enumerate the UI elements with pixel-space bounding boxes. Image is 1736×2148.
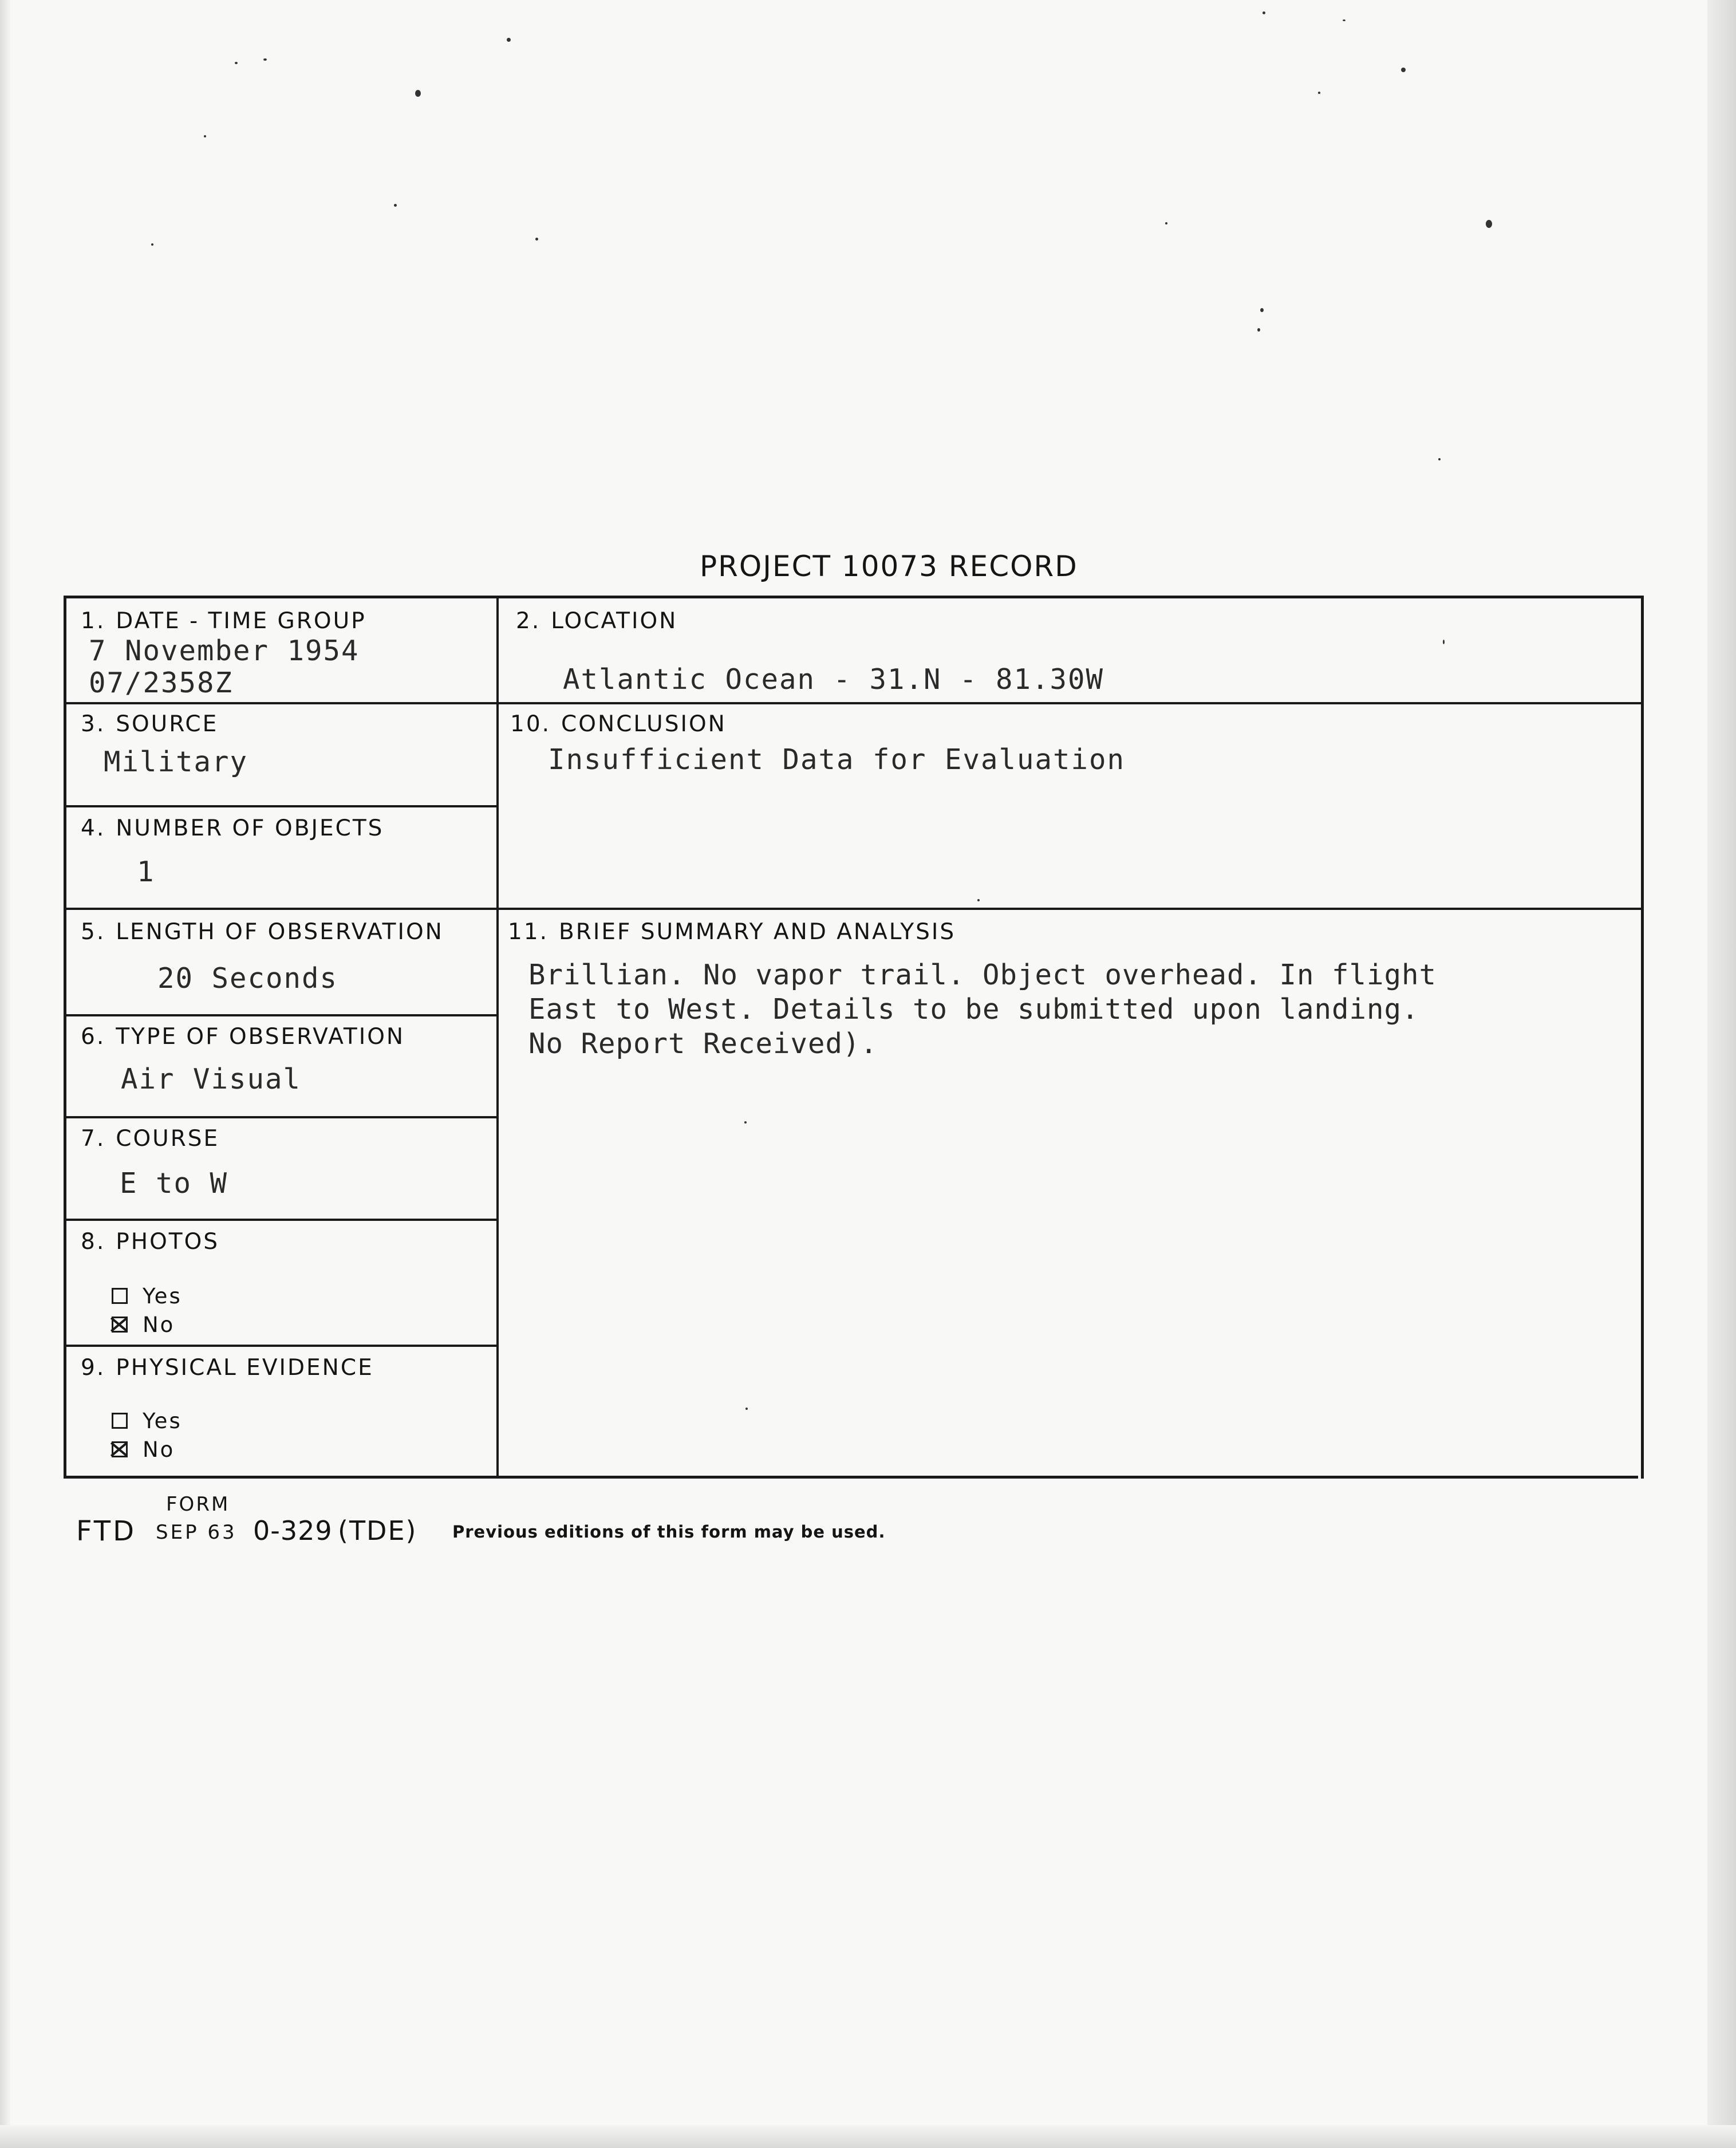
scan-speck [263, 58, 267, 61]
physical-evidence-no-option[interactable] [112, 1437, 175, 1462]
scan-speck [1262, 11, 1265, 14]
conclusion-label [510, 711, 727, 737]
scan-edge-bottom [0, 2125, 1736, 2148]
physical-evidence-no-label: No [143, 1437, 175, 1462]
source-label [81, 711, 218, 737]
footer-sep-63: SEP 63 [156, 1521, 237, 1544]
photos-no-checkbox[interactable] [112, 1317, 128, 1333]
form-border-bottom [64, 1476, 1638, 1479]
conclusion-value: Insufficient Data for Evaluation [548, 743, 1126, 776]
scan-speck [1165, 222, 1167, 224]
footer-tde: (TDE) [338, 1515, 417, 1546]
summary-label-number: 11. [508, 919, 549, 945]
scan-speck [535, 238, 538, 241]
number-of-objects-label-number: 4. [81, 815, 106, 841]
scan-speck [235, 62, 238, 64]
length-of-observation-label-text: LENGTH OF OBSERVATION [116, 919, 444, 945]
location-value: Atlantic Ocean - 31.N - 81.30W [563, 663, 1104, 696]
location-label-number: 2. [516, 608, 541, 634]
physical-evidence-label [81, 1355, 374, 1381]
physical-evidence-yes-option[interactable] [112, 1409, 182, 1433]
row-divider-left [64, 1345, 499, 1347]
scan-speck [1486, 220, 1492, 228]
course-value: E to W [120, 1167, 228, 1200]
photos-label-text: PHOTOS [116, 1229, 220, 1255]
scan-speck [1343, 19, 1346, 21]
scan-speck [1260, 308, 1264, 312]
source-value: Military [104, 746, 248, 778]
source-label-text: SOURCE [116, 711, 219, 737]
photos-label [81, 1229, 219, 1255]
footer-form-word: FORM [166, 1493, 230, 1516]
row-divider-left [64, 805, 499, 807]
source-label-number: 3. [81, 711, 106, 737]
type-of-observation-label-number: 6. [81, 1024, 106, 1050]
scan-speck [151, 243, 153, 246]
course-label-number: 7. [81, 1126, 106, 1152]
summary-label [508, 919, 956, 945]
photos-yes-label: Yes [143, 1284, 182, 1308]
scan-speck [394, 204, 397, 207]
summary-label-text: BRIEF SUMMARY AND ANALYSIS [559, 919, 956, 945]
footer-note: Previous editions of this form may be used. [452, 1522, 886, 1542]
physical-evidence-yes-checkbox[interactable] [112, 1413, 128, 1429]
footer-ftd: FTD [76, 1515, 137, 1547]
photos-no-option[interactable] [112, 1313, 175, 1337]
type-of-observation-label-text: TYPE OF OBSERVATION [116, 1024, 405, 1050]
conclusion-label-number: 10. [510, 711, 551, 737]
length-of-observation-label [81, 919, 444, 945]
type-of-observation-label [81, 1024, 405, 1050]
photos-yes-checkbox[interactable] [112, 1288, 128, 1304]
scan-speck [415, 90, 421, 97]
record-form [64, 596, 1644, 1479]
photos-no-label: No [143, 1313, 175, 1337]
scan-speck [1318, 92, 1320, 94]
summary-line: Brillian. No vapor trail. Object overhead. In flight [528, 959, 1437, 991]
date-time-label-number: 1. [81, 608, 106, 634]
photos-yes-option[interactable] [112, 1284, 182, 1308]
physical-evidence-label-text: PHYSICAL EVIDENCE [116, 1355, 374, 1381]
scan-speck [1257, 328, 1260, 332]
length-of-observation-value: 20 Seconds [157, 962, 338, 995]
physical-evidence-no-checkbox[interactable] [112, 1441, 128, 1457]
summary-line: East to West. Details to be submitted upon landing. [528, 993, 1419, 1026]
form-border-top [64, 596, 1644, 598]
type-of-observation-value: Air Visual [121, 1063, 302, 1095]
row-divider-left [64, 1219, 499, 1221]
location-label-text: LOCATION [551, 608, 678, 634]
scan-speck [1401, 68, 1406, 72]
number-of-objects-label [81, 815, 384, 841]
row-divider-full [64, 702, 1644, 704]
page-title: PROJECT 10073 RECORD [700, 550, 1078, 583]
scan-edge-right [1707, 0, 1736, 2148]
physical-evidence-yes-label: Yes [143, 1409, 182, 1433]
row-divider-left [64, 1014, 499, 1016]
location-label [516, 608, 677, 634]
photos-label-number: 8. [81, 1229, 106, 1255]
time-value: 07/2358Z [89, 667, 234, 699]
physical-evidence-label-number: 9. [81, 1355, 106, 1381]
date-time-label-text: DATE - TIME GROUP [116, 608, 366, 634]
scan-edge-left [0, 0, 10, 2148]
scan-speck [1438, 458, 1441, 460]
scan-speck [507, 38, 511, 42]
row-divider-full [64, 908, 1644, 910]
conclusion-label-text: CONCLUSION [561, 711, 727, 737]
scan-speck [204, 135, 206, 137]
form-border-right [1641, 596, 1644, 1479]
length-of-observation-label-number: 5. [81, 919, 106, 945]
summary-line: No Report Received). [528, 1027, 878, 1060]
number-of-objects-label-text: NUMBER OF OBJECTS [116, 815, 384, 841]
row-divider-left [64, 1116, 499, 1118]
date-time-label [81, 608, 366, 634]
course-label [81, 1126, 219, 1152]
number-of-objects-value: 1 [137, 856, 155, 888]
date-value: 7 November 1954 [89, 634, 360, 667]
footer-form-number: 0-329 [253, 1515, 333, 1546]
course-label-text: COURSE [116, 1126, 220, 1152]
